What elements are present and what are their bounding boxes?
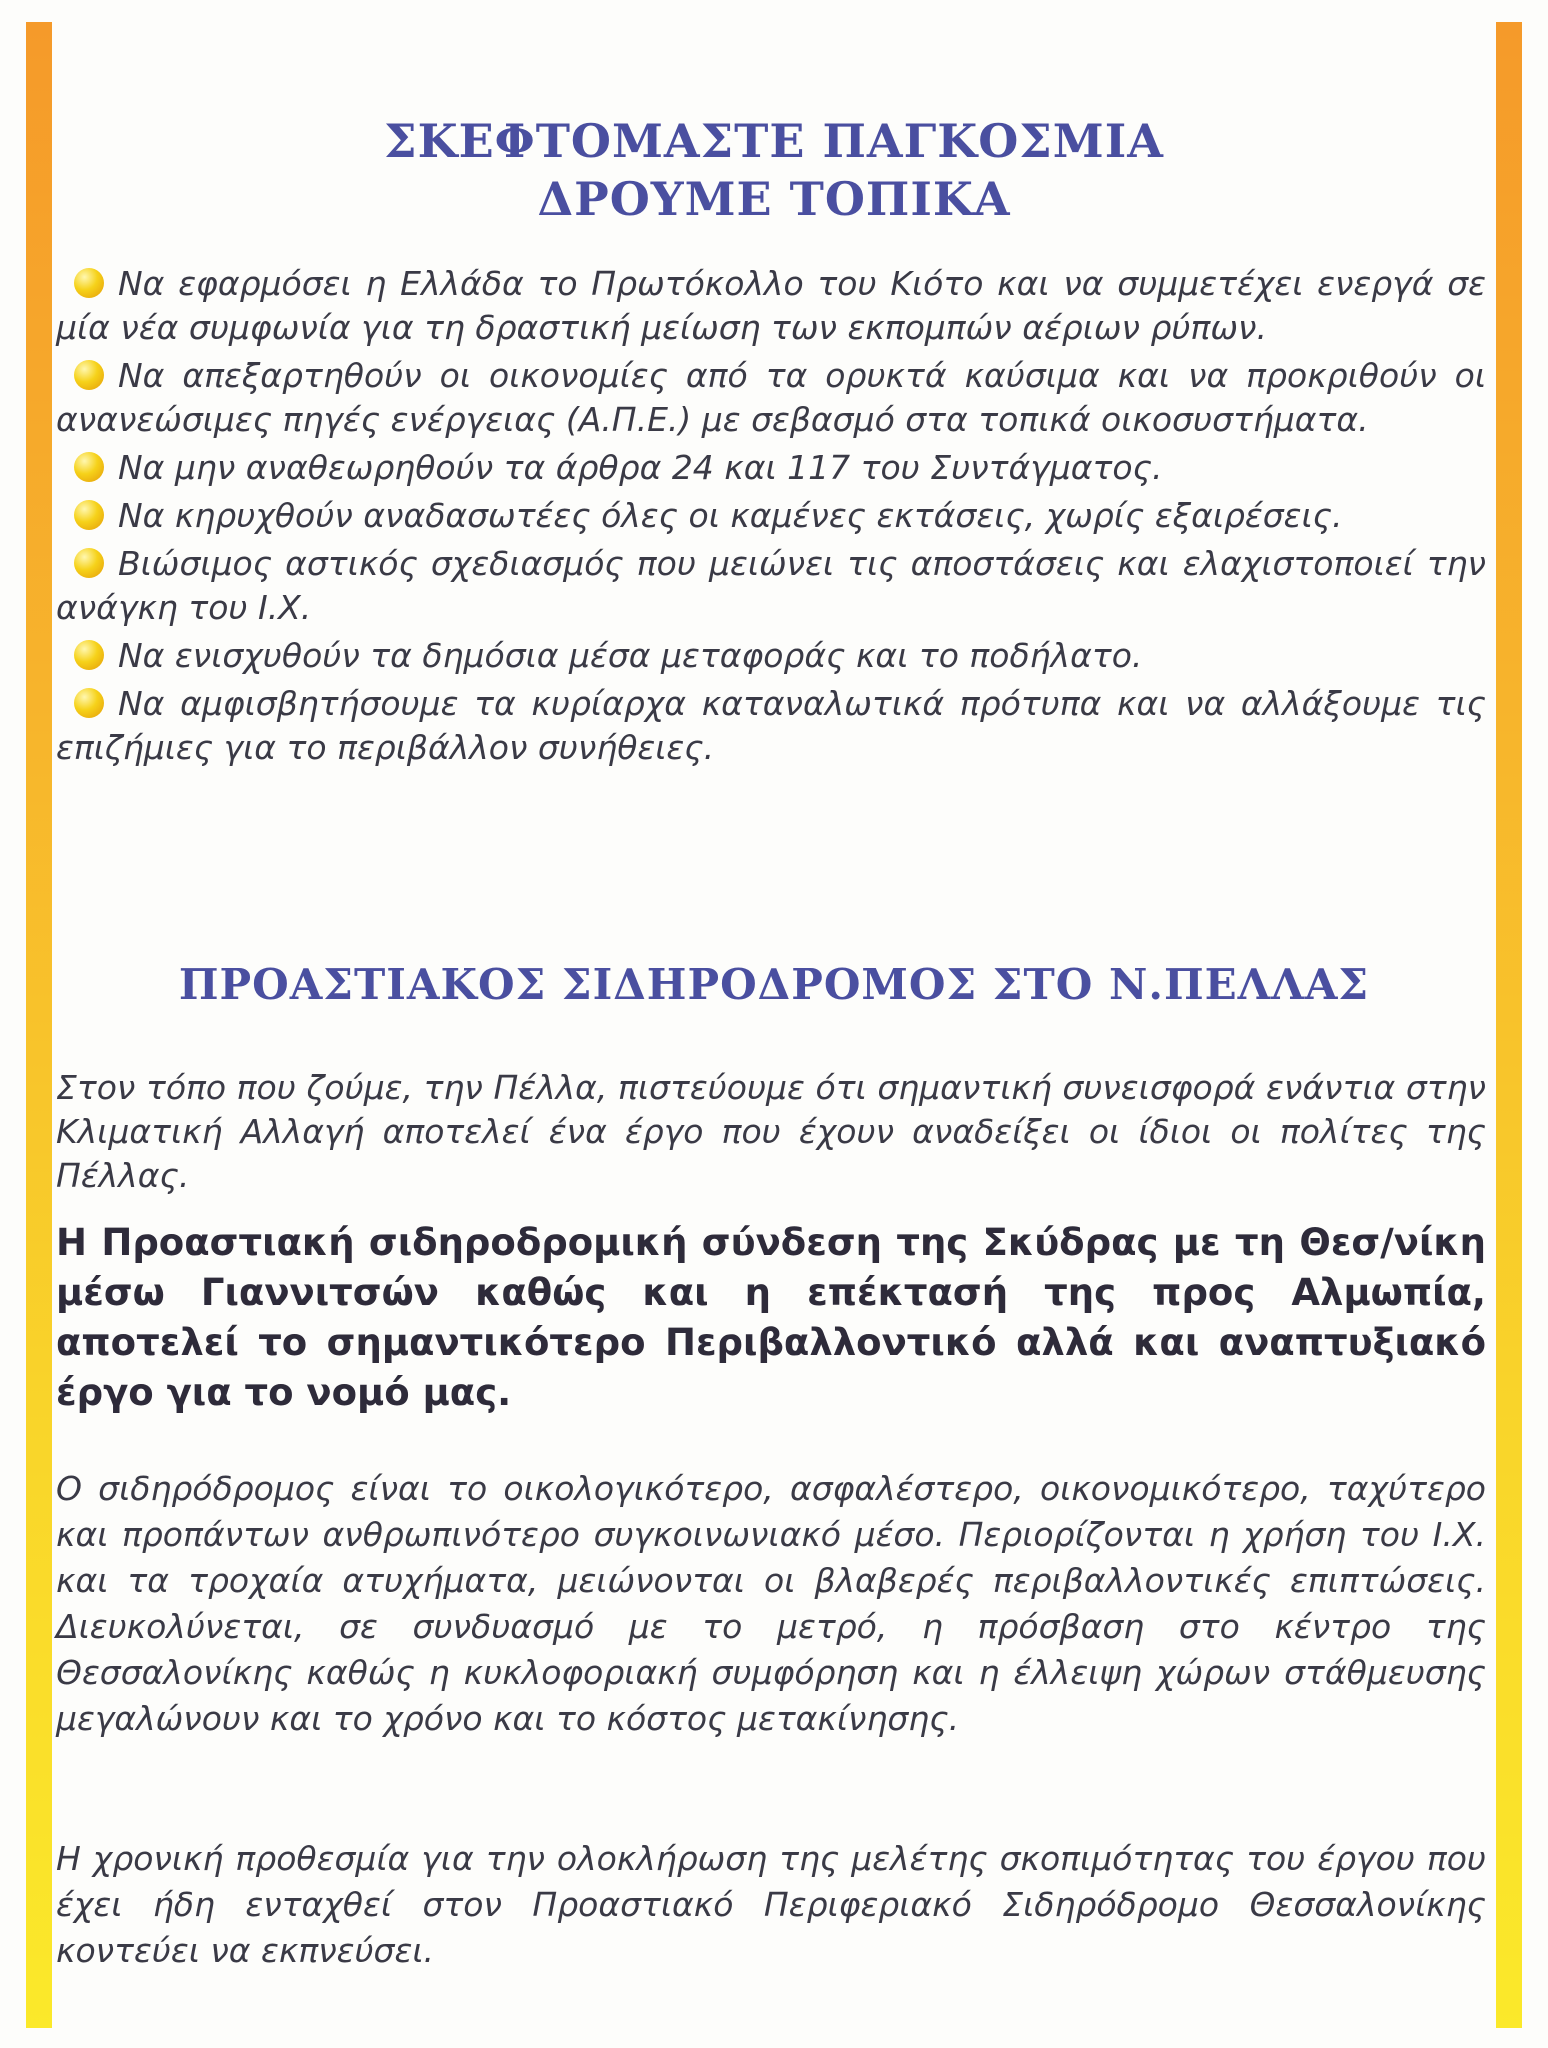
section2-title: ΠΡΟΑΣΤΙΑΚΟΣ ΣΙΔΗΡΟΔΡΟΜΟΣ ΣΤΟ Ν.ΠΕΛΛΑΣ — [178, 960, 1370, 1009]
bullet-item — [56, 682, 1486, 770]
bullet-text: Να μην αναθεωρηθούν τα άρθρα 24 και 117 του Συντάγματος. — [118, 448, 1163, 487]
bullet-item — [56, 494, 1486, 538]
bullet-text: Να κηρυχθούν αναδασωτέες όλες οι καμένες εκτάσεις, χωρίς εξαιρέσεις. — [118, 496, 1343, 535]
yellow-dot-icon — [74, 500, 104, 530]
left-accent-bar — [26, 22, 52, 2028]
bullet-text: Να ενισχυθούν τα δημόσια μέσα μεταφοράς και το ποδήλατο. — [118, 636, 1143, 675]
bullet-text: Βιώσιμος αστικός σχεδιασμός που μειώνει τις αποστάσεις και ελαχιστοποιεί την ανάγκη του Ι.Χ. — [56, 544, 1486, 627]
bullet-text: Να εφαρμόσει η Ελλάδα το Πρωτόκολλο του Κιότο και να συμμετέχει ενεργά σε μία νέα συμφωνία για τη δραστική μείωση των εκπομπών αέριων ρύπων. — [56, 264, 1486, 347]
deadline-paragraph: Η χρονική προθεσμία για την ολοκλήρωση της μελέτης σκοπιμότητας του έργου που έχει ήδη ενταχθεί στον Προαστιακό Περιφεριακό Σιδηρόδρομο Θεσσαλονίκης κοντεύει να εκπνεύσει. — [56, 1839, 1486, 1970]
highlight-paragraph: Η Προαστιακή σιδηροδρομική σύνδεση της Σκύδρας με τη Θεσ/νίκη μέσω Γιαννιτσών καθώς και η επέκτασή της προς Αλμωπία, αποτελεί το σημαντικότερο Περιβαλλοντικό αλλά και αναπτυξιακό έργο για το νομό μας. — [56, 1221, 1486, 1414]
goals-bullet-list — [56, 262, 1486, 774]
bullet-item — [56, 542, 1486, 630]
bullet-item — [56, 354, 1486, 442]
section1-title-line1: ΣΚΕΦΤΟΜΑΣΤΕ ΠΑΓΚΟΣΜΙΑ — [384, 114, 1164, 168]
yellow-dot-icon — [74, 360, 104, 390]
yellow-dot-icon — [74, 688, 104, 718]
right-accent-bar — [1496, 22, 1522, 2028]
bullet-item — [56, 634, 1486, 678]
section1-title — [56, 112, 1492, 228]
bullet-text: Να απεξαρτηθούν οι οικονομίες από τα ορυκτά καύσιμα και να προκριθούν οι ανανεώσιμες πηγές ενέργειας (Α.Π.Ε.) με σεβασμό στα τοπικά οικοσυστήματα. — [56, 356, 1486, 439]
yellow-dot-icon — [74, 548, 104, 578]
document-page — [56, 0, 1492, 2048]
bullet-text: Να αμφισβητήσουμε τα κυρίαρχα καταναλωτικά πρότυπα και να αλλάξουμε τις επιζήμιες για το περιβάλλον συνήθειες. — [56, 684, 1486, 767]
benefits-paragraph: Ο σιδηρόδρομος είναι το οικολογικότερο, ασφαλέστερο, οικονομικότερο, ταχύτερο και προπάντων ανθρωπινότερο συγκοινωνιακό μέσο. Περιορίζονται η χρήση του Ι.Χ. και τα τροχαία ατυχήματα, μειώνονται οι βλαβερές περιβαλλοντικές επιπτώσεις. Διευκολύνεται, σε συνδυασμό με το μετρό, η πρόσβαση στο κέντρο της Θεσσαλονίκης καθώς η κυκλοφοριακή συμφόρηση και η έλλειψη χώρων στάθμευσης μεγαλώνουν και το χρόνο και το κόστος μετακίνησης. — [56, 1469, 1486, 1738]
bullet-item — [56, 262, 1486, 350]
yellow-dot-icon — [74, 640, 104, 670]
yellow-dot-icon — [74, 268, 104, 298]
bullet-item — [56, 446, 1486, 490]
section1-title-line2: ΔΡΟΥΜΕ ΤΟΠΙΚΑ — [537, 172, 1011, 226]
intro-paragraph: Στον τόπο που ζούμε, την Πέλλα, πιστεύουμε ότι σημαντική συνεισφορά ενάντια στην Κλιματική Αλλαγή αποτελεί ένα έργο που έχουν αναδείξει οι ίδιοι οι πολίτες της Πέλλας. — [56, 1068, 1486, 1195]
yellow-dot-icon — [74, 452, 104, 482]
